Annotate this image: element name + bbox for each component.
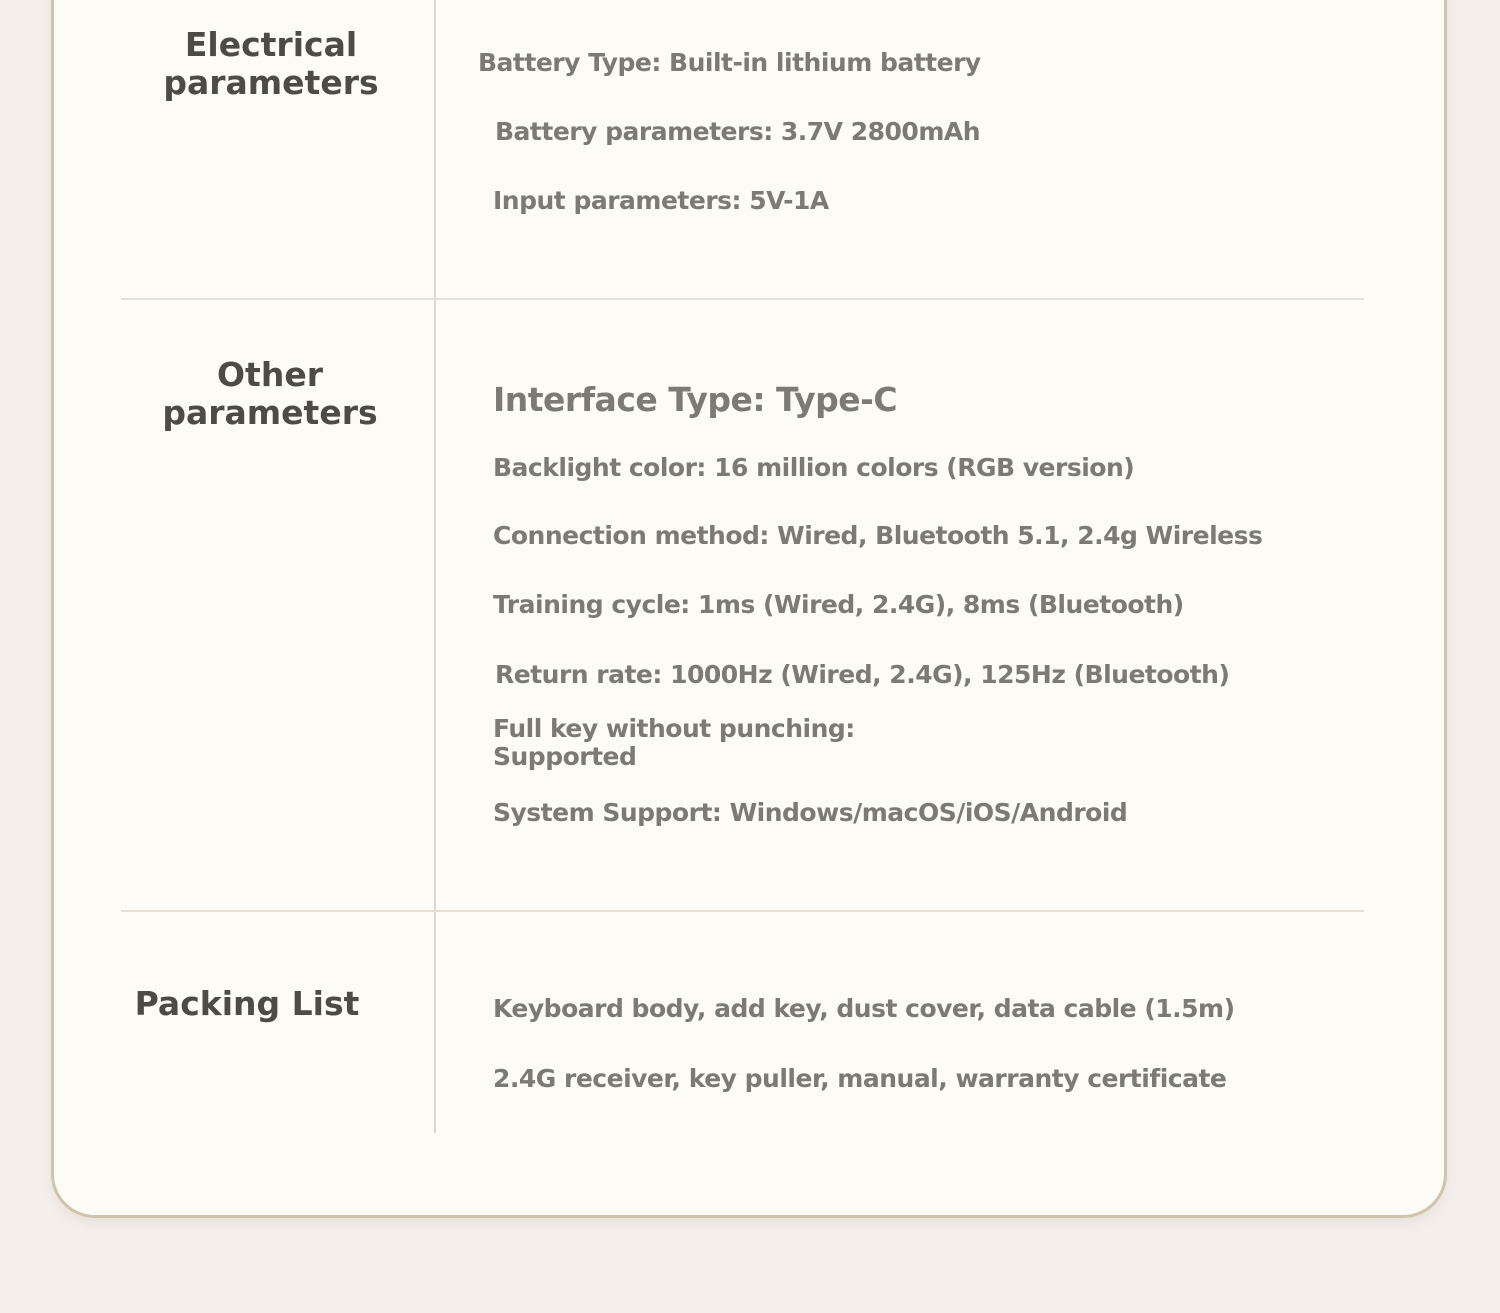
spec-backlight-color: Backlight color: 16 million colors (RGB version) [493, 453, 1135, 482]
section-title-packing-list: Packing List [134, 984, 360, 1023]
packing-item-2: 2.4G receiver, key puller, manual, warranty certificate [493, 1064, 1227, 1093]
spec-training-cycle: Training cycle: 1ms (Wired, 2.4G), 8ms (Bluetooth) [493, 590, 1184, 619]
section-title-line: parameters [162, 393, 378, 432]
row-divider-2 [121, 910, 1364, 912]
section-title-other [140, 356, 400, 432]
section-title-line: parameters [163, 63, 379, 102]
spec-battery-type: Battery Type: Built-in lithium battery [478, 48, 981, 77]
row-divider-1 [121, 298, 1364, 300]
spec-interface-type: Interface Type: Type-C [493, 380, 898, 419]
spec-system-support: System Support: Windows/macOS/iOS/Android [493, 798, 1128, 827]
spec-battery-parameters: Battery parameters: 3.7V 2800mAh [495, 117, 981, 146]
spec-full-key-value: Supported [493, 742, 637, 771]
packing-item-1: Keyboard body, add key, dust cover, data cable (1.5m) [493, 994, 1235, 1023]
section-title-electrical [141, 26, 401, 102]
spec-return-rate: Return rate: 1000Hz (Wired, 2.4G), 125Hz (Bluetooth) [495, 660, 1230, 689]
section-title-line: Electrical [184, 25, 358, 64]
spec-connection-method: Connection method: Wired, Bluetooth 5.1, 2.4g Wireless [493, 521, 1263, 550]
column-divider [434, 0, 436, 1133]
spec-full-key-label: Full key without punching: [493, 714, 855, 743]
spec-input-parameters: Input parameters: 5V-1A [493, 186, 829, 215]
section-title-line: Other [217, 355, 323, 394]
